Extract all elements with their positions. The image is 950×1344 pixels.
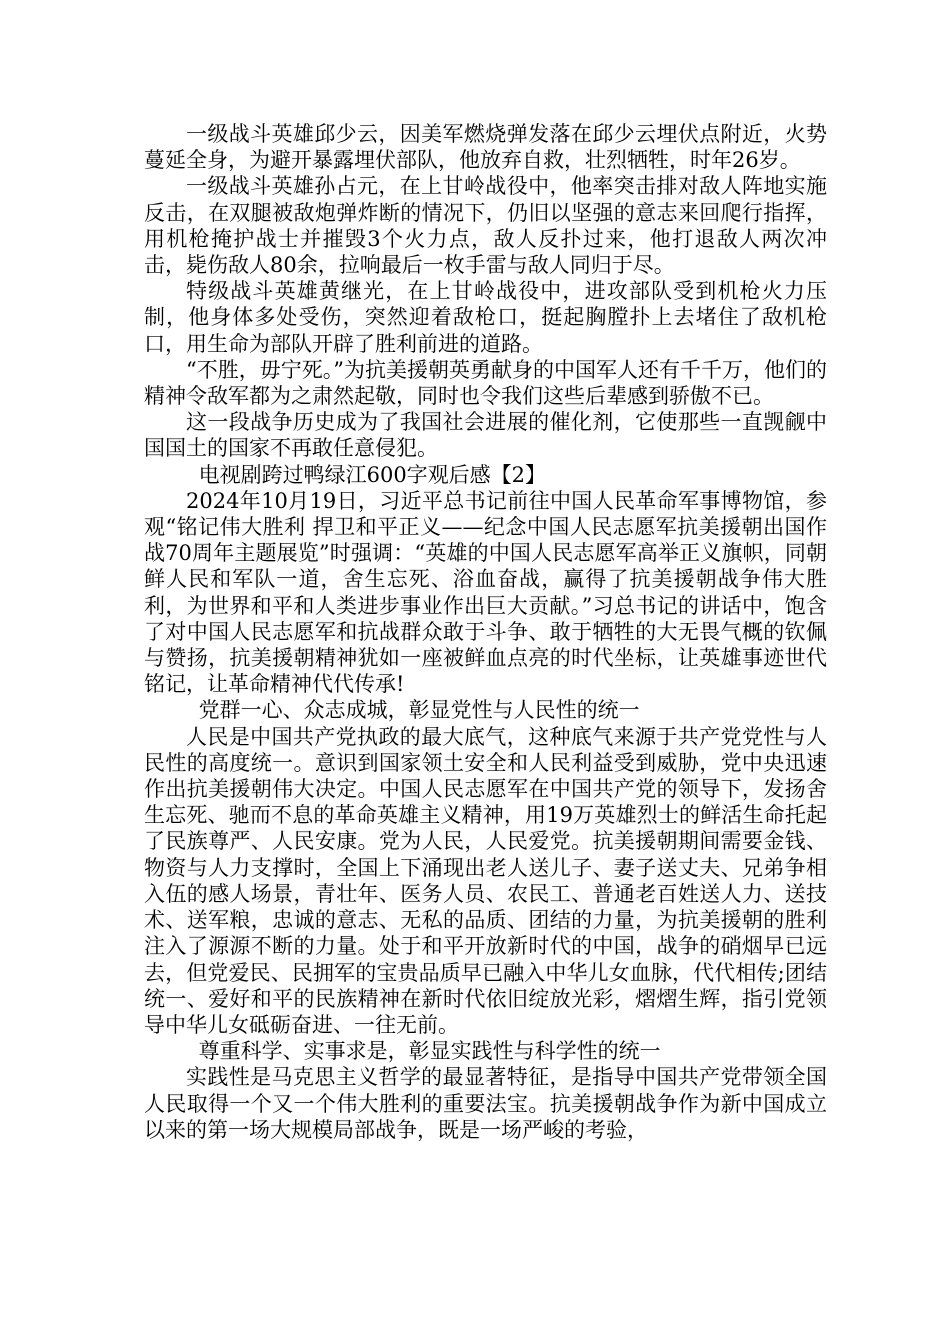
paragraph-practice-marxism: 实践性是马克思主义哲学的最显著特征，是指导中国共产党带领全国人民取得一个又一个伟大胜利的重要法宝。抗美援朝战争作为新中国成立以来的第一场大规模局部战争，既是一场严峻的考验， bbox=[144, 1065, 827, 1142]
paragraph-never-surrender: “不胜，毋宁死。”为抗美援朝英勇献身的中国军人还有千千万，他们的精神令敌军都为之肃然起敬，同时也令我们这些后辈感到骄傲不已。 bbox=[144, 357, 827, 409]
section-title-essay-2: 电视剧跨过鸭绿江600字观后感【2】 bbox=[198, 462, 547, 487]
subheading-science-practice: 尊重科学、实事求是，彰显实践性与科学性的统一 bbox=[198, 1039, 661, 1064]
paragraph-qiu-shaoyun: 一级战斗英雄邱少云，因美军燃烧弹发落在邱少云埋伏点附近，火势蔓延全身，为避开暴露埋伏部队，他放弃自救，壮烈牺牲，时年26岁。 bbox=[144, 122, 827, 173]
subheading-party-people-unity: 党群一心、众志成城，彰显党性与人民性的统一 bbox=[198, 698, 640, 723]
paragraph-sun-zhanyuan: 一级战斗英雄孙占元，在上甘岭战役中，他率突击排对敌人阵地实施反击，在双腿被敌炮弹炸断的情况下，仍旧以坚强的意志来回爬行指挥，用机枪掩护战士并摧毁3个火力点，敌人反扑过来，他打退敌人两次冲击，毙伤敌人80余，拉响最后一枚手雷与敌人同归于尽。 bbox=[144, 174, 827, 278]
paragraph-huang-jiguang: 特级战斗英雄黄继光，在上甘岭战役中，进攻部队受到机枪火力压制，他身体多处受伤，突然迎着敌枪口，挺起胸膛扑上去堵住了敌机枪口，用生命为部队开辟了胜利前进的道路。 bbox=[144, 279, 827, 356]
paragraph-war-history: 这一段战争历史成为了我国社会进展的催化剂，它使那些一直觊觎中国国土的国家不再敢任意侵犯。 bbox=[144, 410, 827, 461]
paragraph-people-confidence: 人民是中国共产党执政的最大底气，这种底气来源于共产党党性与人民性的高度统一。意识到国家领土安全和人民利益受到威胁，党中央迅速作出抗美援朝伟大决定。中国人民志愿军在中国共产党的领导下，发扬舍生忘死、驰而不息的革命英雄主义精神，用19万英雄烈士的鲜活生命托起了民族尊严、人民安康。党为人民，人民爱党。抗美援朝期间需要金钱、物资与人力支撑时，全国上下涌现出老人送儿子、妻子送丈夫、兄弟争相入伍的感人场景，青壮年、医务人员、农民工、普通老百姓送人力、送技术、送军粮，忠诚的意志、无私的品质、团结的力量，为抗美援朝的胜利注入了源源不断的力量。处于和平开放新时代的中国，战争的硝烟早已远去，但党爱民、民拥军的宝贵品质早已融入中华儿女血脉，代代相传;团结统一、爱好和平的民族精神在新时代依旧绽放光彩，熠熠生辉，指引党领导中华儿女砥砺奋进、一往无前。 bbox=[144, 724, 827, 1037]
document-page bbox=[144, 121, 827, 1143]
paragraph-museum-visit: 2024年10月19日，习近平总书记前往中国人民革命军事博物馆，参观“铭记伟大胜利 捍卫和平正义——纪念中国人民志愿军抗美援朝出国作战70周年主题展览”时强调：“英雄的中国人民志愿军高举正义旗帜，同朝鲜人民和军队一道，舍生忘死、浴血奋战，赢得了抗美援朝战争伟大胜利，为世界和平和人类进步事业作出巨大贡献。”习总书记的讲话中，饱含了对中国人民志愿军和抗战群众敢于斗争、敢于牺牲的大无畏气概的钦佩与赞扬，抗美援朝精神犹如一座被鲜血点亮的时代坐标，让英雄事迹世代铭记，让革命精神代代传承! bbox=[144, 488, 827, 697]
